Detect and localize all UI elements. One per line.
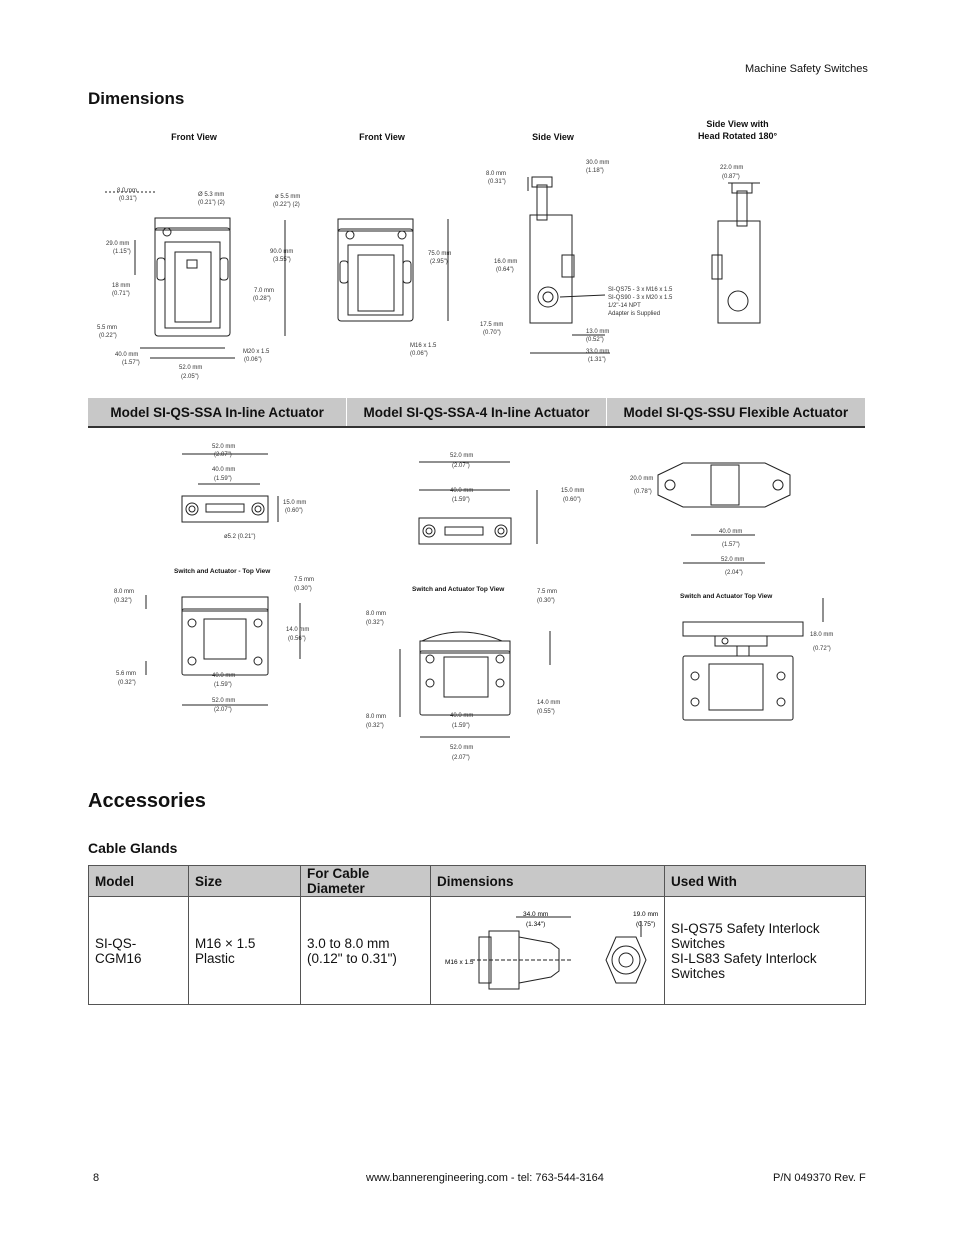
ssa4-top-view-drawing: [360, 585, 585, 765]
ssu-top-view-drawing: [675, 598, 860, 728]
svg-text:(0.32"): (0.32"): [118, 680, 136, 686]
svg-text:(0.87"): (0.87"): [722, 174, 740, 180]
table-header-row: [89, 866, 866, 897]
svg-text:75.0 mm: 75.0 mm: [428, 251, 452, 257]
svg-text:22.0 mm: 22.0 mm: [720, 165, 744, 171]
svg-text:(0.32"): (0.32"): [366, 620, 384, 626]
svg-text:18.0 mm: 18.0 mm: [810, 632, 834, 638]
svg-text:1/2"-14 NPT: 1/2"-14 NPT: [608, 303, 641, 309]
ssa4-actuator-drawing: [405, 448, 605, 548]
svg-text:(1.57"): (1.57"): [122, 360, 140, 366]
svg-text:(2.04"): (2.04"): [725, 570, 743, 576]
svg-text:(0.52"): (0.52"): [586, 337, 604, 343]
svg-text:8.0 mm: 8.0 mm: [366, 714, 387, 720]
svg-text:(0.30"): (0.30"): [294, 586, 312, 592]
svg-text:7.5 mm: 7.5 mm: [294, 577, 315, 583]
actuator-header-ssu: Model SI-QS-SSU Flexible Actuator: [623, 404, 849, 420]
svg-text:(0.78"): (0.78"): [634, 489, 652, 495]
front-view-label-2: Front View: [359, 132, 405, 142]
col-size: Size: [189, 866, 301, 897]
svg-text:40.0 mm: 40.0 mm: [450, 713, 474, 719]
svg-text:(0.56"): (0.56"): [288, 636, 306, 642]
col-used-with: Used With: [665, 866, 866, 897]
actuator-header-ssa: Model SI-QS-SSA In-line Actuator: [88, 398, 347, 426]
svg-text:(0.32"): (0.32"): [114, 598, 132, 604]
svg-text:(0.21") (2): (0.21") (2): [198, 200, 225, 206]
ssu-top-view-label: Switch and Actuator Top View: [680, 593, 773, 600]
svg-text:(3.55"): (3.55"): [273, 257, 291, 263]
rotated-view-drawing: [700, 155, 795, 330]
dimensions-heading: Dimensions: [88, 89, 185, 108]
svg-text:(2.95"): (2.95"): [430, 259, 448, 265]
rotated-view-label: Side View with Head Rotated 180°: [697, 119, 778, 142]
svg-text:(1.15"): (1.15"): [113, 249, 131, 255]
svg-text:(0.60"): (0.60"): [563, 497, 581, 503]
svg-text:14.0 mm: 14.0 mm: [286, 627, 310, 633]
svg-text:(1.34"): (1.34"): [526, 921, 546, 928]
svg-text:5.6 mm: 5.6 mm: [116, 671, 137, 677]
svg-text:40.0 mm: 40.0 mm: [212, 673, 236, 679]
svg-text:Adapter is Supplied: Adapter is Supplied: [608, 311, 661, 317]
svg-text:8.0 mm: 8.0 mm: [117, 188, 138, 194]
used-with-qs75: SI-QS75 Safety Interlock Switches: [671, 920, 820, 951]
svg-text:ø5.2 (0.21"): ø5.2 (0.21"): [224, 534, 256, 540]
svg-text:13.0 mm: 13.0 mm: [586, 329, 610, 335]
svg-text:(0.75"): (0.75"): [636, 921, 656, 928]
svg-text:(1.57"): (1.57"): [722, 542, 740, 548]
ssa-top-view-drawing: [110, 575, 320, 720]
cell-model: SI-QS-CGM16: [89, 897, 189, 1005]
svg-text:(0.06"): (0.06"): [244, 357, 262, 363]
svg-text:8.0 mm: 8.0 mm: [366, 611, 387, 617]
svg-text:(0.31"): (0.31"): [119, 196, 137, 202]
svg-text:(0.70"): (0.70"): [483, 330, 501, 336]
cable-gland-drawing: [431, 897, 663, 1001]
svg-text:M16 x 1.5: M16 x 1.5: [410, 343, 437, 349]
svg-text:29.0 mm: 29.0 mm: [106, 241, 130, 247]
svg-text:(0.64"): (0.64"): [496, 267, 514, 273]
footer-contact: www.bannerengineering.com - tel: 763-544-3164: [366, 1172, 604, 1184]
svg-text:(1.59"): (1.59"): [214, 476, 232, 482]
front-view-drawing-1: [95, 180, 320, 385]
actuator-header-ssa4: Model SI-QS-SSA-4 In-line Actuator: [347, 398, 606, 426]
side-view-label: Side View: [532, 132, 574, 142]
svg-text:5.5 mm: 5.5 mm: [97, 325, 118, 331]
svg-text:(0.55"): (0.55"): [537, 709, 555, 715]
svg-text:M20 x 1.5: M20 x 1.5: [243, 349, 270, 355]
svg-text:52.0 mm: 52.0 mm: [212, 698, 236, 704]
svg-text:8.0 mm: 8.0 mm: [114, 589, 135, 595]
page-number: 8: [93, 1172, 100, 1184]
svg-text:(0.06"): (0.06"): [410, 351, 428, 357]
ssa4-top-view-label: Switch and Actuator Top View: [412, 586, 505, 593]
svg-text:15.0 mm: 15.0 mm: [561, 488, 585, 494]
svg-text:(0.31"): (0.31"): [488, 179, 506, 185]
svg-text:(0.28"): (0.28"): [253, 296, 271, 302]
ssa-actuator-drawing: [150, 438, 320, 548]
svg-text:Ø 5.3 mm: Ø 5.3 mm: [198, 192, 225, 198]
front-view-label-1: Front View: [171, 132, 217, 142]
svg-text:15.0 mm: 15.0 mm: [283, 500, 307, 506]
svg-text:(1.59"): (1.59"): [452, 497, 470, 503]
svg-text:33.0 mm: 33.0 mm: [586, 349, 610, 355]
svg-text:(1.18"): (1.18"): [586, 168, 604, 174]
svg-text:(1.31"): (1.31"): [588, 357, 606, 363]
cable-glands-table: [88, 865, 866, 1005]
svg-text:52.0 mm: 52.0 mm: [179, 365, 203, 371]
cell-used-with: [665, 897, 866, 1005]
svg-text:14.0 mm: 14.0 mm: [537, 700, 561, 706]
svg-text:40.0 mm: 40.0 mm: [719, 529, 743, 535]
svg-text:40.0 mm: 40.0 mm: [212, 467, 236, 473]
col-model: Model: [89, 866, 189, 897]
svg-text:52.0 mm: 52.0 mm: [450, 745, 474, 751]
svg-text:7.0 mm: 7.0 mm: [254, 288, 275, 294]
svg-text:(2.07"): (2.07"): [452, 463, 470, 469]
svg-text:(2.07"): (2.07"): [214, 707, 232, 713]
accessories-heading: Accessories: [88, 790, 206, 812]
svg-text:(0.22"): (0.22"): [99, 333, 117, 339]
svg-text:40.0 mm: 40.0 mm: [450, 488, 474, 494]
svg-text:(2.05"): (2.05"): [181, 374, 199, 380]
svg-text:(2.07"): (2.07"): [214, 452, 232, 458]
svg-text:17.5 mm: 17.5 mm: [480, 322, 504, 328]
svg-text:ø 5.5 mm: ø 5.5 mm: [275, 194, 301, 200]
svg-text:(0.60"): (0.60"): [285, 508, 303, 514]
svg-text:90.0 mm: 90.0 mm: [270, 249, 294, 255]
svg-text:(0.32"): (0.32"): [366, 723, 384, 729]
svg-text:16.0 mm: 16.0 mm: [494, 259, 518, 265]
svg-text:52.0 mm: 52.0 mm: [721, 557, 745, 563]
svg-text:52.0 mm: 52.0 mm: [450, 453, 474, 459]
svg-text:(0.22") (2): (0.22") (2): [273, 202, 300, 208]
svg-text:(0.30"): (0.30"): [537, 598, 555, 604]
ssa-top-view-label: Switch and Actuator - Top View: [174, 568, 271, 575]
table-row: [89, 897, 866, 1005]
svg-text:8.0 mm: 8.0 mm: [486, 171, 507, 177]
svg-text:(1.59"): (1.59"): [452, 723, 470, 729]
svg-text:7.5 mm: 7.5 mm: [537, 589, 558, 595]
footer-part-number: P/N 049370 Rev. F: [773, 1172, 866, 1184]
svg-text:(0.72"): (0.72"): [813, 646, 831, 652]
col-cable-diameter: For Cable Diameter: [301, 866, 431, 897]
cell-size: M16 × 1.5 Plastic: [189, 897, 301, 1005]
svg-text:30.0 mm: 30.0 mm: [586, 160, 610, 166]
cable-glands-heading: Cable Glands: [88, 840, 178, 856]
side-view-drawing: [480, 155, 685, 370]
col-dimensions: Dimensions: [431, 866, 665, 897]
front-view-drawing-2: [320, 205, 480, 360]
svg-text:(2.07"): (2.07"): [452, 755, 470, 761]
svg-text:34.0 mm: 34.0 mm: [523, 911, 549, 918]
svg-text:SI-QS75 - 3 x M16 x 1.5: SI-QS75 - 3 x M16 x 1.5: [608, 287, 673, 293]
svg-text:40.0 mm: 40.0 mm: [115, 352, 139, 358]
cell-dimensions: [431, 897, 665, 1005]
running-header: Machine Safety Switches: [745, 63, 868, 75]
svg-text:(1.59"): (1.59"): [214, 682, 232, 688]
ssu-actuator-drawing: [625, 455, 810, 580]
svg-text:M16 x 1.5: M16 x 1.5: [445, 959, 474, 966]
svg-text:20.0 mm: 20.0 mm: [630, 476, 654, 482]
svg-text:(0.71"): (0.71"): [112, 291, 130, 297]
svg-text:18 mm: 18 mm: [112, 283, 131, 289]
svg-text:SI-QS90 - 3 x M20 x 1.5: SI-QS90 - 3 x M20 x 1.5: [608, 295, 673, 301]
cell-diameter: 3.0 to 8.0 mm (0.12" to 0.31"): [301, 897, 431, 1005]
svg-text:19.0 mm: 19.0 mm: [633, 911, 659, 918]
svg-text:52.0 mm: 52.0 mm: [212, 444, 236, 450]
used-with-ls83: SI-LS83 Safety Interlock Switches: [671, 950, 817, 981]
actuator-header-band: [88, 398, 865, 428]
